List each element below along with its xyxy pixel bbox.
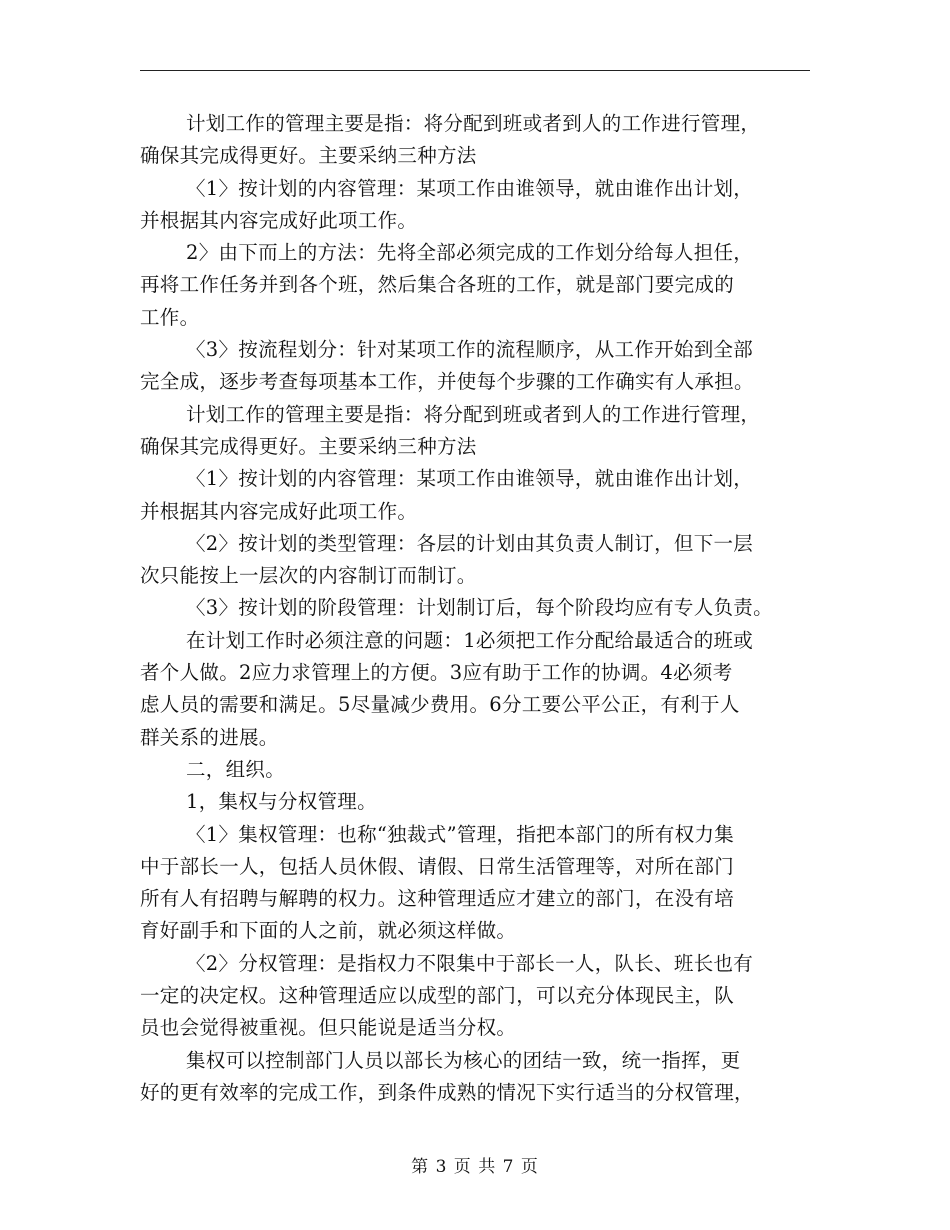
- text-line: 育好副手和下面的人之前，就必须这样做。: [140, 919, 517, 943]
- text-line: 〈3〉按流程划分：针对某项工作的流程顺序，从工作开始到全部: [186, 338, 754, 362]
- text-line: 〈1〉按计划的内容管理：某项工作由谁领导，就由谁作出计划，: [186, 176, 754, 200]
- text-line: 者个人做。2应力求管理上的方便。3应有助于工作的协调。4必须考: [140, 661, 733, 685]
- text-line: 好的更有效率的完成工作，到条件成熟的情况下实行适当的分权管理，: [140, 1080, 754, 1104]
- text-line: 计划工作的管理主要是指：将分配到班或者到人的工作进行管理，: [186, 112, 761, 135]
- text-line: 二，组织。: [186, 757, 286, 781]
- text-line: 〈1〉集权管理：也称“独裁式”管理，指把本部门的所有权力集: [186, 822, 735, 846]
- text-line: 计划工作的管理主要是指：将分配到班或者到人的工作进行管理，: [186, 402, 761, 426]
- text-line: 并根据其内容完成好此项工作。: [140, 499, 418, 523]
- text-line: 确保其完成得更好。主要采纳三种方法: [140, 144, 477, 168]
- text-line: 次只能按上一层次的内容制订而制订。: [140, 564, 477, 588]
- text-line: 完全成，逐步考查每项基本工作，并使每个步骤的工作确实有人承担。: [140, 370, 754, 394]
- document-body: [140, 108, 812, 1109]
- text-line: 一定的决定权。这种管理适应以成型的部门，可以充分体现民主，队: [140, 984, 735, 1008]
- text-line: 〈2〉分权管理：是指权力不限集中于部长一人，队长、班长也有: [186, 951, 754, 975]
- text-line: 并根据其内容完成好此项工作。: [140, 208, 418, 232]
- text-line: 〈1〉按计划的内容管理：某项工作由谁领导，就由谁作出计划，: [186, 467, 754, 491]
- text-line: 虑人员的需要和满足。5尽量减少费用。6分工要公平公正，有利于人: [140, 693, 740, 717]
- text-line: 集权可以控制部门人员以部长为核心的团结一致，统一指挥，更: [186, 1048, 741, 1072]
- text-line: 工作。: [140, 305, 200, 329]
- text-line: 员也会觉得被重视。但只能说是适当分权。: [140, 1016, 517, 1040]
- text-line: 〈3〉按计划的阶段管理：计划制订后，每个阶段均应有专人负责。: [186, 596, 773, 620]
- text-line: 2〉由下而上的方法：先将全部必须完成的工作划分给每人担任，: [186, 241, 754, 265]
- text-line: 所有人有招聘与解聘的权力。这种管理适应才建立的部门，在没有培: [140, 887, 735, 911]
- text-line: 再将工作任务并到各个班，然后集合各班的工作，就是部门要完成的: [140, 273, 735, 297]
- text-line: 〈2〉按计划的类型管理：各层的计划由其负责人制订，但下一层: [186, 531, 754, 555]
- header-rule: [140, 70, 810, 71]
- page-footer: 第 3 页 共 7 页: [411, 1157, 539, 1177]
- text-line: 在计划工作时必须注意的问题：1必须把工作分配给最适合的班或: [186, 628, 754, 652]
- text-line: 中于部长一人，包括人员休假、请假、日常生活管理等，对所在部门: [140, 854, 735, 878]
- text-line: 确保其完成得更好。主要采纳三种方法: [140, 434, 477, 458]
- text-line: 1，集权与分权管理。: [186, 790, 377, 814]
- text-line: 群关系的进展。: [140, 725, 279, 749]
